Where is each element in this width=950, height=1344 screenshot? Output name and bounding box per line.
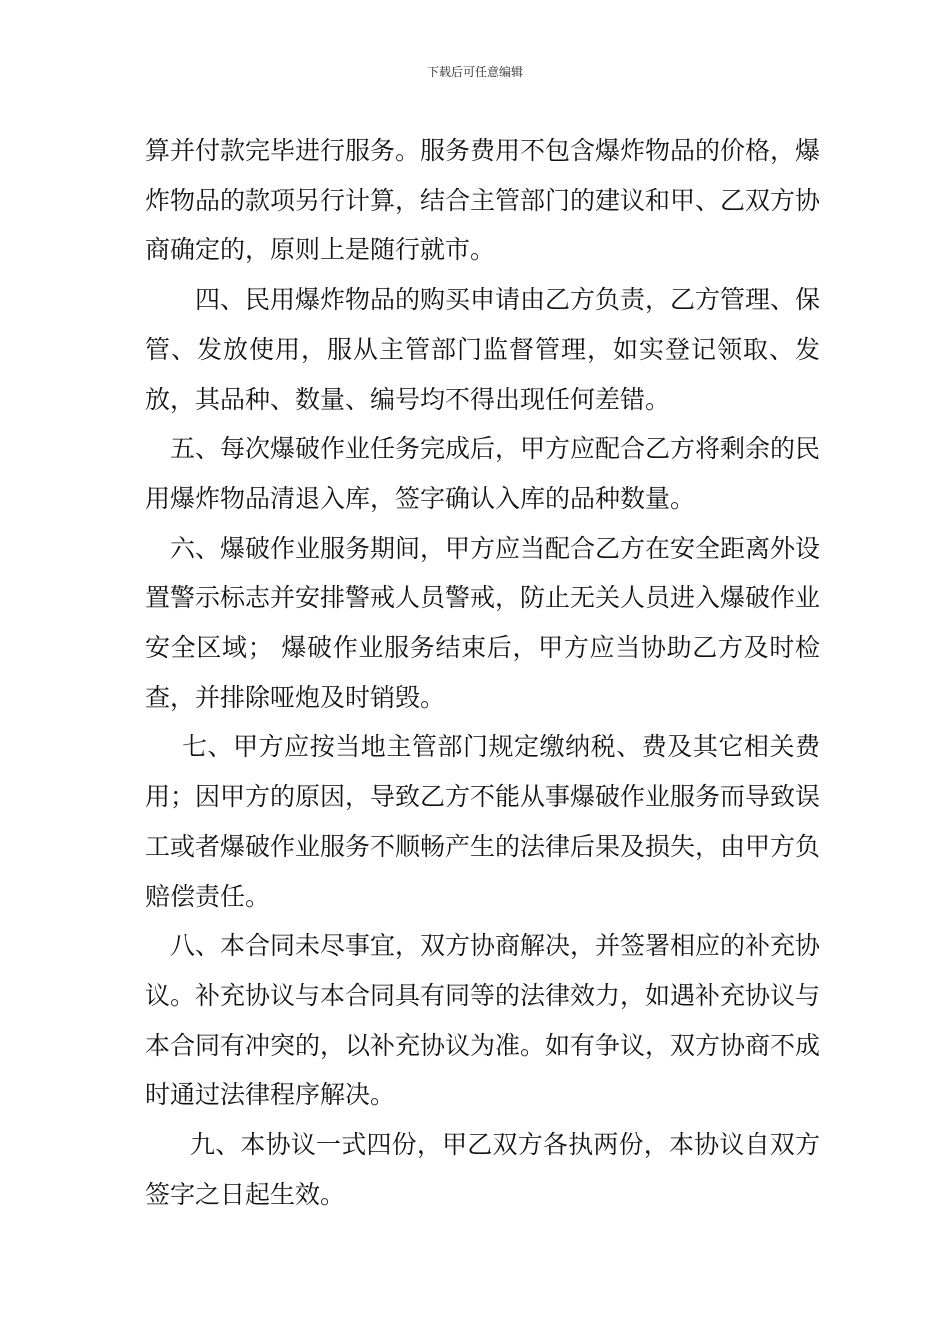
paragraph-payment-terms: 算并付款完毕进行服务。服务费用不包含爆炸物品的价格，爆炸物品的款项另行计算，结合主管部门的建议和甲、乙双方协商确定的，原则上是随行就市。: [145, 136, 821, 265]
page-header: 下载后可任意编辑: [426, 65, 523, 79]
document-body: [145, 126, 820, 1219]
paragraph-clause-5: 五、每次爆破作业任务完成后，甲方应配合乙方将剩余的民用爆炸物品清退入库，签字确认入库的品种数量。: [145, 434, 821, 513]
paragraph-clause-8: 八、本合同未尽事宜，双方协商解决，并签署相应的补充协议。补充协议与本合同具有同等的法律效力，如遇补充协议与本合同有冲突的，以补充协议为准。如有争议，双方协商不成时通过法律程序解决。: [145, 931, 821, 1110]
paragraph-clause-7: 七、甲方应按当地主管部门规定缴纳税、费及其它相关费用；因甲方的原因，导致乙方不能从事爆破作业服务而导致误工或者爆破作业服务不顺畅产生的法律后果及损失，由甲方负赔偿责任。: [145, 732, 821, 911]
paragraph-clause-9: 九、本协议一式四份，甲乙双方各执两份，本协议自双方签字之日起生效。: [145, 1130, 820, 1209]
paragraph-clause-4: 四、民用爆炸物品的购买申请由乙方负责，乙方管理、保管、发放使用，服从主管部门监督管理，如实登记领取、发放，其品种、数量、编号均不得出现任何差错。: [145, 285, 821, 414]
paragraph-clause-6: 六、爆破作业服务期间，甲方应当配合乙方在安全距离外设置警示标志并安排警戒人员警戒，防止无关人员进入爆破作业安全区域； 爆破作业服务结束后，甲方应当协助乙方及时检查，并排除哑炮及时销毁。: [145, 533, 821, 712]
